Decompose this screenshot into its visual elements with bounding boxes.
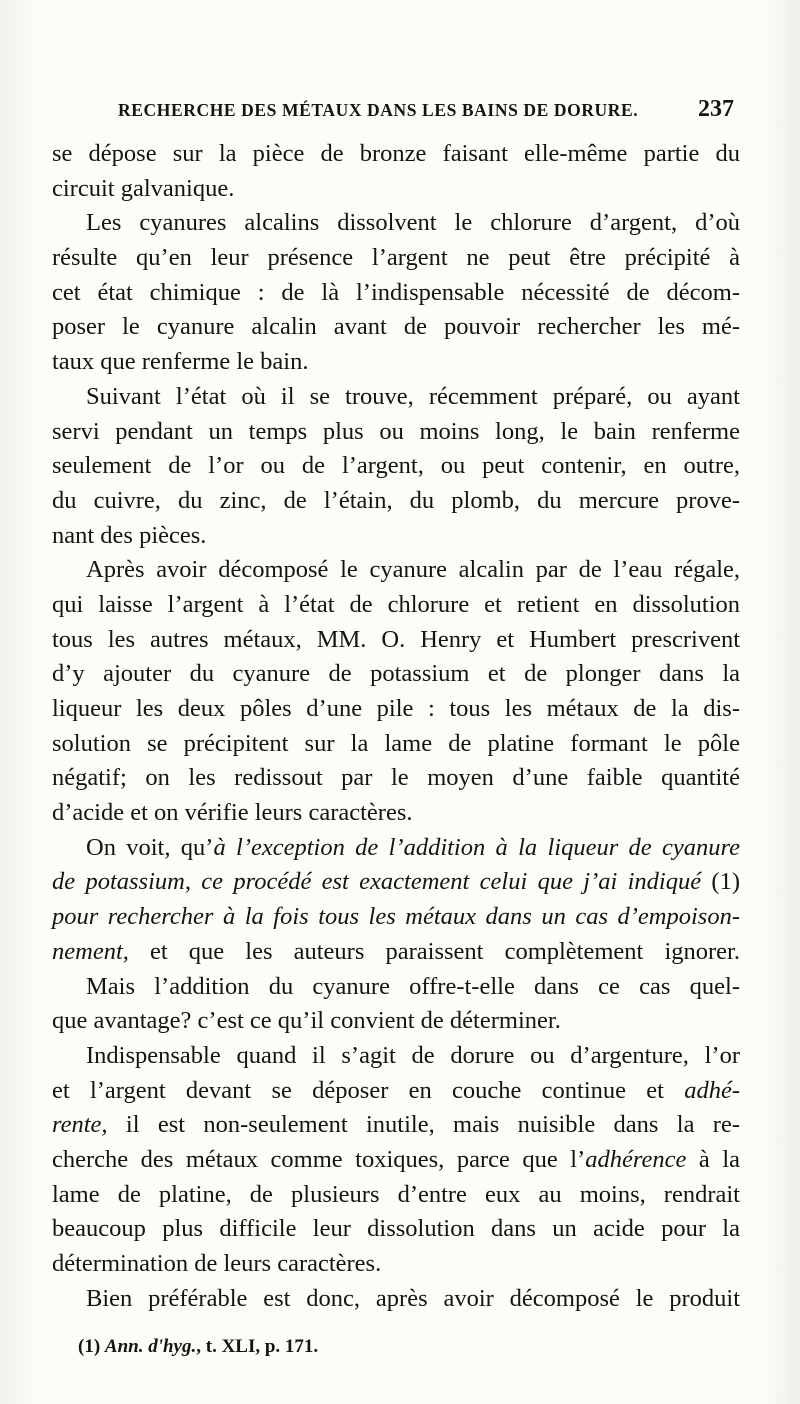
text-line: circuit galvanique.	[52, 174, 235, 202]
text-line: taux que renferme le bain.	[52, 348, 309, 376]
text-line: qui laisse l’argent à l’état de chlorure et retient en dissolution	[52, 590, 740, 618]
text-line: beaucoup plus difficile leur dissolution dans un acide pour la	[52, 1215, 740, 1243]
text-line: négatif; on les redissout par le moyen d’une faible quantité	[52, 764, 740, 792]
text-run: et l’argent devant se déposer en couche continue et	[52, 1076, 685, 1104]
text-line: tous les autres métaux, MM. O. Henry et Humbert prescrivent	[52, 625, 740, 653]
page-header	[100, 96, 740, 132]
text-line: du cuivre, du zinc, de l’étain, du plomb, du mercure prove-	[52, 486, 740, 514]
text-line: seulement de l’or ou de l’argent, ou peut contenir, en outre,	[52, 452, 740, 480]
text-line	[52, 935, 740, 970]
text-run: cherche des métaux comme toxiques, parce que l’	[52, 1145, 586, 1173]
text-line: cet état chimique : de là l’indispensable nécessité de décom-	[52, 278, 740, 306]
text-line: poser le cyanure alcalin avant de pouvoir rechercher les mé-	[52, 313, 740, 341]
page-number: 237	[698, 96, 734, 122]
text-line: pour rechercher à la fois tous les métaux dans un cas d’empoison-	[52, 903, 740, 931]
text-line: Les cyanures alcalins dissolvent le chlorure d’argent, d’où	[86, 209, 740, 237]
text-line: lame de platine, de plusieurs d’entre eux au moins, rendrait	[52, 1180, 740, 1208]
italic-run: adhérence	[585, 1145, 687, 1173]
text-line	[52, 1108, 740, 1143]
text-run: (1)	[701, 868, 740, 896]
text-line: résulte qu’en leur présence l’argent ne peut être précipité à	[52, 244, 740, 272]
text-line: d’y ajouter du cyanure de potassium et de plonger dans la	[52, 660, 740, 688]
text-line: d’acide et on vérifie leurs caractères.	[52, 799, 413, 827]
text-run: et que les auteurs paraissent complètement ignorer.	[128, 937, 740, 965]
body-text	[52, 137, 740, 1316]
footnote-marker: (1)	[78, 1336, 105, 1357]
text-run: à la	[686, 1145, 741, 1173]
text-line: liqueur les deux pôles d’une pile : tous les métaux de la dis-	[52, 695, 740, 722]
text-line: que avantage? c’est ce qu’il convient de déterminer.	[52, 1007, 561, 1035]
italic-run: rente,	[52, 1111, 108, 1139]
italic-run: de potassium, ce procédé est exactement celui que j’ai indiqué	[52, 868, 702, 896]
text-line: Après avoir décomposé le cyanure alcalin par de l’eau régale,	[86, 556, 740, 584]
text-line: Indispensable quand il s’agit de dorure ou d’argenture, l’or	[86, 1041, 740, 1069]
running-head: RECHERCHE DES MÉTAUX DANS LES BAINS DE DORURE.	[118, 100, 639, 120]
italic-run: à l’exception de l’addition à la liqueur de cyanure	[213, 833, 740, 861]
italic-run: adhé-	[684, 1076, 740, 1104]
text-line: servi pendant un temps plus ou moins long, le bain renferme	[52, 417, 740, 445]
text-line	[52, 865, 740, 900]
text-line	[52, 1074, 740, 1109]
text-line: détermination de leurs caractères.	[52, 1250, 382, 1277]
footnote-reference: , t. XLI, p. 171.	[196, 1336, 319, 1357]
text-line: nant des pièces.	[52, 521, 207, 549]
text-line: Suivant l’état où il se trouve, récemment préparé, ou ayant	[86, 382, 740, 410]
text-run: il est non-seulement inutile, mais nuisible dans la re-	[107, 1111, 740, 1139]
text-line: solution se précipitent sur la lame de platine formant le pôle	[52, 729, 740, 757]
italic-run: nement,	[52, 937, 129, 965]
text-line: Bien préférable est donc, après avoir décomposé le produit	[86, 1284, 740, 1312]
text-line: Mais l’addition du cyanure offre-t-elle dans ce cas quel-	[86, 972, 740, 1000]
text-line: se dépose sur la pièce de bronze faisant elle-même partie du	[52, 140, 740, 167]
footnote	[78, 1336, 318, 1358]
text-line	[52, 1143, 740, 1178]
text-line	[52, 831, 740, 866]
text-run: On voit, qu’	[86, 833, 214, 861]
footnote-source: Ann. d'hyg.	[104, 1336, 197, 1357]
